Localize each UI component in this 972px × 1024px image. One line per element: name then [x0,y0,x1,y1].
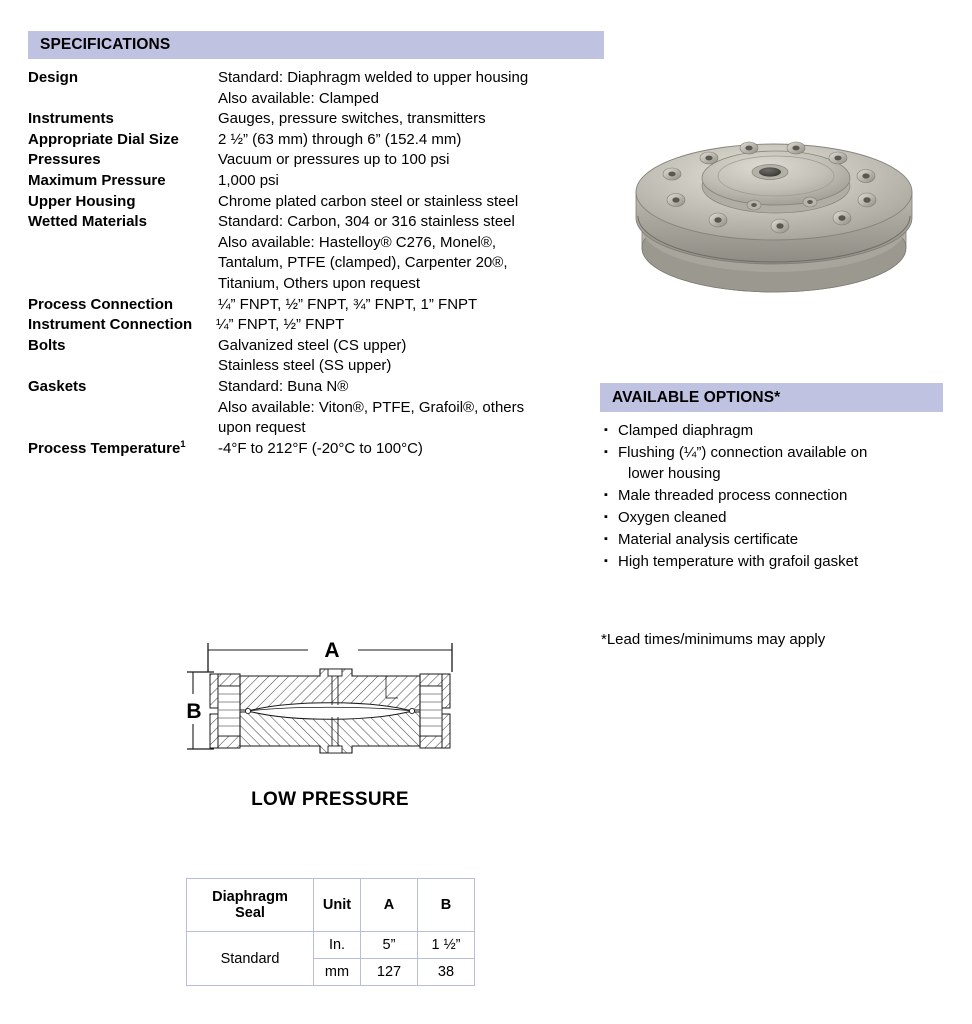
low-pressure-cross-section-drawing [180,636,480,786]
spec-label: Instruments [28,110,114,128]
spec-values [218,109,608,130]
list-item-line: Flushing (¼”) connection available on [618,444,868,461]
bullet-icon: ▪ [604,511,608,523]
list-item [604,551,954,572]
spec-label: Wetted Materials [28,213,147,231]
spec-value-line: Also available: Viton®, PTFE, Grafoil®, others [218,398,525,416]
table-cell-b-mm: 38 [418,959,475,986]
available-options-header-band [600,383,943,412]
bolt-left [210,674,240,748]
spec-values [218,336,608,377]
list-item-label: Clamped diaphragm [618,422,754,439]
header-line-2: Seal [235,905,265,921]
spec-row-pressures [28,150,608,171]
header-line-1: Diaphragm [212,889,288,905]
spec-values [218,212,608,294]
spec-values [218,68,608,109]
specifications-title: SPECIFICATIONS [40,36,171,53]
table-header-unit: Unit [314,879,361,932]
list-item [604,420,954,441]
spec-value-line: Also available: Hastelloy® C276, Monel®, [218,233,497,251]
spec-row-gaskets [28,377,608,439]
spec-values [218,377,608,439]
table-header-row [187,879,475,932]
table-header-a: A [361,879,418,932]
bolt [667,194,685,207]
spec-row-upper-housing [28,192,608,213]
list-item-continuation: lower housing [628,465,721,482]
spec-value-line: upon request [218,419,306,437]
drawing-caption: LOW PRESSURE [251,789,409,810]
bolt-right [420,674,450,748]
available-options-list [604,420,954,573]
bolt [857,170,875,183]
spec-label: Maximum Pressure [28,171,166,189]
spec-value-line: ¼” FNPT, ½” FNPT [216,316,345,334]
spec-value-line: Also available: Clamped [218,89,379,107]
spec-value-line: Titanium, Others upon request [218,274,421,292]
spec-values [218,295,608,316]
lower-bore [328,746,342,753]
bolt [787,142,805,154]
list-item-label [618,442,954,484]
bolt [829,152,847,164]
seal-cross-section [210,669,450,753]
specifications-list [28,68,608,459]
table-cell-b-in: 1 ½” [418,932,475,959]
spec-label: Design [28,69,79,86]
spec-value-line: Tantalum, PTFE (clamped), Carpenter 20®, [218,254,508,272]
table-row [187,932,475,959]
spec-values [218,150,608,171]
list-item-label: High temperature with grafoil gasket [618,553,859,570]
spec-value-line: Chrome plated carbon steel or stainless steel [218,192,519,210]
list-item [604,507,954,528]
dimension-table [186,878,475,986]
table-header-b: B [418,879,475,932]
spec-row-design [28,68,608,109]
available-options-title: AVAILABLE OPTIONS* [612,388,781,406]
spec-label: Upper Housing [28,192,136,210]
spec-value-line: 2 ½” (63 mm) through 6” (152.4 mm) [218,130,462,148]
port-right [409,708,414,713]
list-item-label: Oxygen cleaned [618,509,727,526]
spec-value-line: Vacuum or pressures up to 100 psi [218,151,450,169]
bolt [740,142,758,154]
bolt [709,213,727,227]
product-photo-diaphragm-seal [614,96,934,318]
dimension-a-label: A [324,639,340,662]
spec-row-instruments [28,109,608,130]
spec-value-line: Stainless steel (SS upper) [218,357,392,375]
spec-row-process-temperature [28,439,608,460]
upper-bore [328,669,342,676]
spec-label: Gaskets [28,377,87,395]
list-item [604,442,954,484]
options-footnote: *Lead times/minimums may apply [601,631,826,648]
list-item-label: Material analysis certificate [618,531,799,548]
spec-label: Appropriate Dial Size [28,130,179,148]
spec-label-text: Process Temperature [28,439,181,457]
bullet-icon: ▪ [604,446,608,458]
spec-label: Process Connection [28,295,174,313]
bolt [833,211,851,225]
list-item [604,529,954,550]
bullet-icon: ▪ [604,533,608,545]
spec-value-line: -4°F to 212°F (-20°C to 100°C) [218,439,423,457]
table-header-diaphragm-seal [187,879,314,932]
list-item [604,485,954,506]
spec-value-line: ¼” FNPT, ½” FNPT, ¾” FNPT, 1” FNPT [218,295,478,313]
spec-row-process-connection [28,295,608,316]
table-cell-seal-name: Standard [187,932,314,986]
bolt [700,152,718,164]
center-bore [759,167,781,176]
bolt [663,168,681,180]
spec-values [218,130,608,151]
spec-row-instrument-connection [28,315,608,336]
table-cell-a-in: 5” [361,932,418,959]
table-cell-unit-mm: mm [314,959,361,986]
spec-label: Pressures [28,151,101,169]
table-cell-a-mm: 127 [361,959,418,986]
spec-values [216,315,608,336]
bolt [771,219,789,233]
bullet-icon: ▪ [604,555,608,567]
spec-row-bolts [28,336,608,377]
spec-value-line: Standard: Carbon, 304 or 316 stainless steel [218,213,515,231]
bolt [858,193,876,207]
spec-label: Instrument Connection [28,316,193,334]
spec-row-maximum-pressure [28,171,608,192]
bullet-icon: ▪ [604,489,608,501]
spec-value-line: Standard: Buna N® [218,377,349,395]
spec-value-line: 1,000 psi [218,171,279,189]
bullet-icon: ▪ [604,424,608,436]
dimension-a [208,639,452,672]
table-cell-unit-in: In. [314,932,361,959]
list-item-label: Male threaded process connection [618,487,848,504]
port-left [245,708,250,713]
spec-values [218,192,608,213]
spec-label [28,439,218,460]
specifications-header-band [28,31,604,59]
spec-value-line: Standard: Diaphragm welded to upper housing [218,69,529,86]
dimension-b-label: B [186,700,202,723]
spec-row-wetted-materials [28,212,608,294]
spec-value-line: Gauges, pressure switches, transmitters [218,110,486,128]
spec-label: Bolts [28,336,66,354]
spec-values [218,439,608,460]
spec-row-appropriate-dial-size [28,130,608,151]
spec-label-footnote-marker: 1 [180,438,186,450]
spec-values [218,171,608,192]
spec-value-line: Galvanized steel (CS upper) [218,336,407,354]
